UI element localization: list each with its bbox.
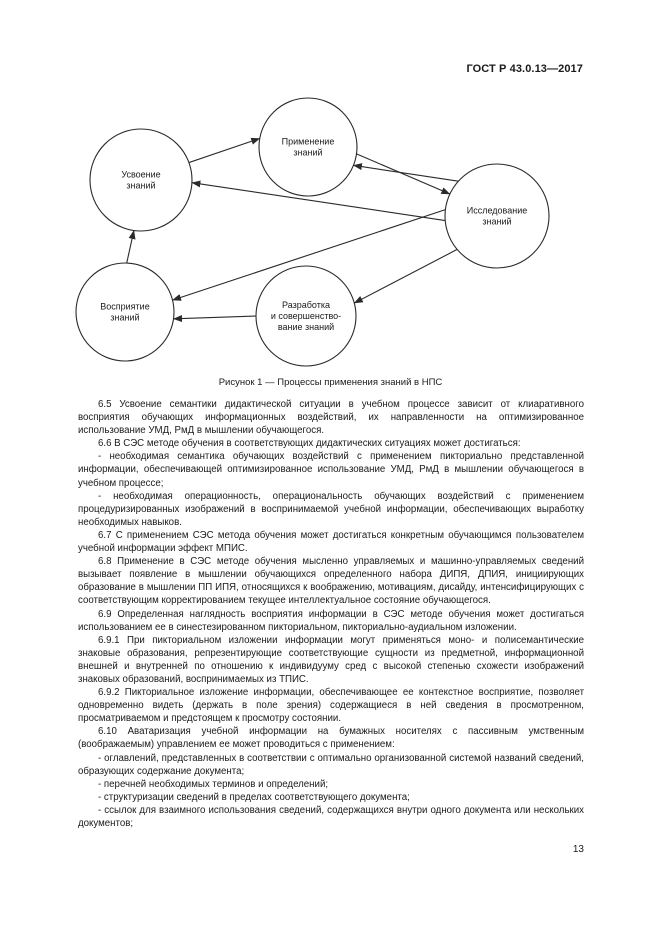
edge-research-to-development (354, 249, 457, 303)
paragraph-6-9-2: 6.9.2 Пикториальное изложение информации, обеспечивающее ее контекстное восприятие, позволяет одновременно видеть (держать в поле зрения) содержащиеся в ней сведения в просмотренном, просматриваемом и предстоящем к просмотру состоянии. (78, 687, 584, 725)
node-label-development: вание знаний (277, 322, 335, 332)
paragraph-6-9-1: 6.9.1 При пикториальном изложении информации могут применяться моно- и полисемантические знаковые образования, репрезентирующие соответствующие сущности из предметной, информационной внешней и внутренней по отношению к индивидууму сред с высокой степенью схожести изображений знаковых образований, воспринимаемых из ТПИС. (78, 634, 584, 685)
list-item-terms: - перечней необходимых терминов и определений; (98, 778, 329, 790)
paragraph-6-9: 6.9 Определенная наглядность восприятия информации в СЭС методе обучения может достигаться использованием ее в синестезированном пикториальном, пикториально-аудиальном изложении. (78, 608, 584, 633)
list-item-structuring: - структуризации сведений в пределах соответствующего документа; (98, 791, 410, 803)
node-label-research: знаний (482, 216, 512, 227)
list-item-semantics: - необходимая семантика обучающих воздействий с применением пикториально представленной информации, обеспечивающей оптимизированное использование УМД, РмД в мышлении обучающегося в учебном процессе; (78, 451, 584, 489)
paragraph-6-6: 6.6 В СЭС методе обучения в соответствующих дидактических ситуациях может достигаться: (98, 438, 521, 450)
edge-perception-to-assimilation (127, 231, 134, 264)
node-assimilation (90, 129, 192, 231)
paragraph-6-5: 6.5 Усвоение семантики дидактической ситуации в учебном процессе зависит от клиаративного восприятия обучающих информационных воздействий, их направленности на оптимизированное использование УМД, РмД в мышлении обучающегося. (78, 399, 584, 437)
paragraph-6-10: 6.10 Аватаризация учебной информации на бумажных носителях с пассивным умственным (воображаемым) управлением ее может проводиться с применением: (78, 726, 584, 751)
node-label-assimilation: знаний (126, 180, 156, 191)
list-item-contents: - оглавлений, представленных в соответствии с оптимально организованной системой названий сведений, образующих содержание документа; (78, 752, 584, 777)
node-label-application: знаний (293, 147, 323, 158)
body-text (78, 398, 584, 830)
paragraph-6-8: 6.8 Применение в СЭС методе обучения мысленно управляемых и машинно-управляемых сведений вызывает появление в мышлении обучающихся определенного набора ДИПЯ, ДПИЯ, инициирующих образование в мышлении ПП ИПЯ, относящихся к воображению, мотивациям, дисайду, интенсифицирующих с соответствующим корректированием текущее интеллектуальное состояние обучающегося. (78, 556, 584, 607)
node-perception (76, 263, 174, 361)
edge-application-to-research (357, 154, 450, 194)
node-application (259, 98, 357, 196)
document-standard-header: ГОСТ Р 43.0.13—2017 (466, 63, 583, 75)
figure-caption: Рисунок 1 — Процессы применения знаний в НПС (218, 377, 443, 388)
paragraph-6-7: 6.7 С применением СЭС метода обучения может достигаться конкретным обучающимся пользователем учебной информации эффект МПИС. (78, 529, 584, 555)
list-item-references: - ссылок для взаимного использования сведений, содержащихся внутри одного документа или нескольких документов; (78, 804, 584, 829)
node-research (445, 164, 549, 268)
node-label-perception: знаний (110, 312, 140, 323)
node-development (256, 266, 356, 366)
page-number: 13 (572, 844, 584, 855)
edge-research-to-application (353, 165, 458, 181)
node-label-application: Применение (281, 136, 335, 147)
node-label-assimilation: Усвоение (121, 169, 161, 180)
knowledge-process-diagram (0, 0, 661, 380)
edge-assimilation-to-application (189, 138, 260, 162)
node-label-research: Исследование (466, 205, 528, 216)
node-label-development: и совершенство- (270, 311, 342, 321)
list-item-operationality: - необходимая операционность, операциональность обучающих воздействий с применением процедуризированных изображений в воспринимаемой учебной информации, обеспечивающих выработку необходимых навыков. (78, 490, 584, 528)
node-label-perception: Восприятие (100, 301, 150, 312)
edge-development-to-perception (174, 316, 256, 319)
node-label-development: Разработка (282, 300, 330, 310)
